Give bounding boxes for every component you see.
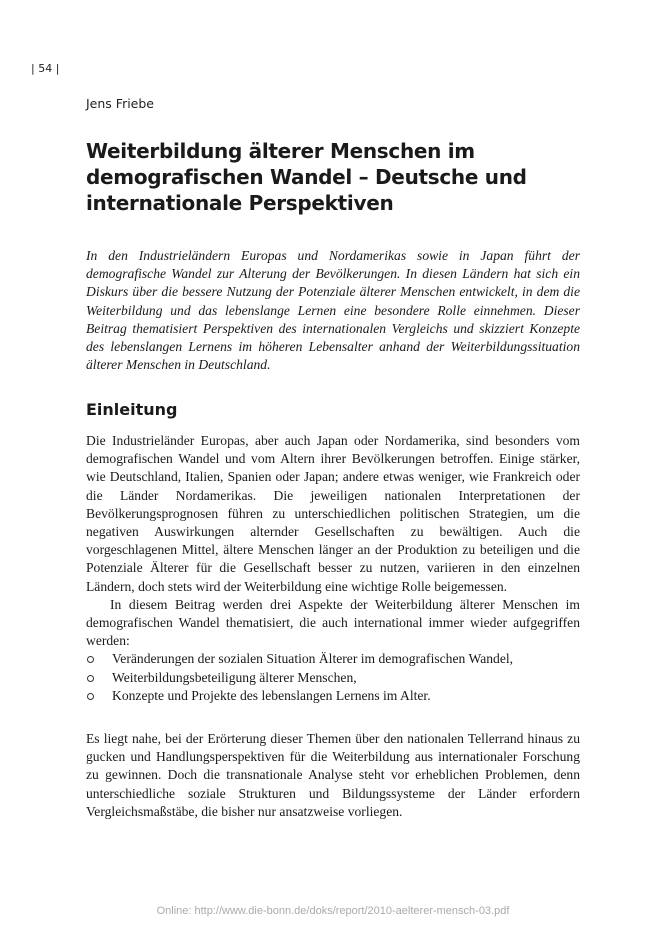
section-heading: Einleitung [86,400,178,419]
list-item [86,687,580,705]
bullet-circle-icon [87,656,94,663]
abstract: In den Industrieländern Europas und Nordamerikas sowie in Japan führt der demografische Wandel zur Alterung der Bevölkerungen. In diesen Ländern hat sich ein Diskurs über die bessere Nutzung der Potenziale älterer Menschen entwickelt, in dem die Weiterbildung und das lebenslange Lernen eine besondere Rolle einnehmen. Dieser Beitrag thematisiert Perspektiven des internationalen Vergleichs und skizziert Konzepte des lebenslangen Lernens im höheren Lebensalter anhand der Weiterbildungssituation älterer Menschen in Deutschland. [86,248,580,373]
bullet-circle-icon [87,675,94,682]
paragraph-1: Die Industrieländer Europas, aber auch Japan oder Nordamerika, sind besonders vom demografischen Wandel und vom Altern ihrer Bevölkerungen betroffen. Einige stärker, wie Deutschland, Italien, Spanien oder Japan; andere etwas weniger, wie Frankreich oder die Länder Nordamerikas. Die jeweiligen nationalen Interpretationen der Bevölkerungsprognosen führen zu unterschiedlichen politischen Strategien, um die negativen Auswirkungen alternder Gesellschaften zu bewältigen. Auch die vorgeschlagenen Mittel, ältere Menschen länger an der Produktion zu beteiligen und die Potenziale Älterer für die Gesellschaft besser zu nutzen, variieren in den einzelnen Ländern, doch stets wird der Weiterbildung eine wichtige Rolle beigemessen. [86,433,580,594]
body-section [86,432,580,705]
page-number: | 54 | [31,62,60,75]
bullet-list [86,650,580,705]
list-item-text: Veränderungen der sozialen Situation Älterer im demografischen Wandel, [112,651,514,667]
list-item [86,669,580,687]
article-title: Weiterbildung älterer Menschen im demografischen Wandel – Deutsche und internationale Perspektiven [86,139,527,215]
list-item-text: Konzepte und Projekte des lebenslangen Lernens im Alter. [112,687,431,703]
closing-section [86,730,580,821]
paragraph-3: Es liegt nahe, bei der Erörterung dieser Themen über den nationalen Tellerrand hinaus zu gucken und Handlungsperspektiven für die Weiterbildung aus internationaler Forschung zu gewinnen. Doch die transnationale Analyse steht vor erheblichen Problemen, denn unterschiedliche soziale Strukturen und Bildungssysteme der Länder erfordern Vergleichsmaßstäbe, die bisher nur ansatzweise vorliegen. [86,731,580,819]
paragraph-2: In diesem Beitrag werden drei Aspekte der Weiterbildung älterer Menschen im demografischen Wandel thematisiert, die auch international immer wieder aufgegriffen werden: [86,596,580,649]
bullet-circle-icon [87,693,94,700]
source-url-footer: Online: http://www.die-bonn.de/doks/report/2010-aelterer-mensch-03.pdf [156,905,510,917]
list-item-text: Weiterbildungsbeteiligung älterer Menschen, [112,669,357,685]
list-item [86,650,580,668]
author-name: Jens Friebe [86,96,154,111]
